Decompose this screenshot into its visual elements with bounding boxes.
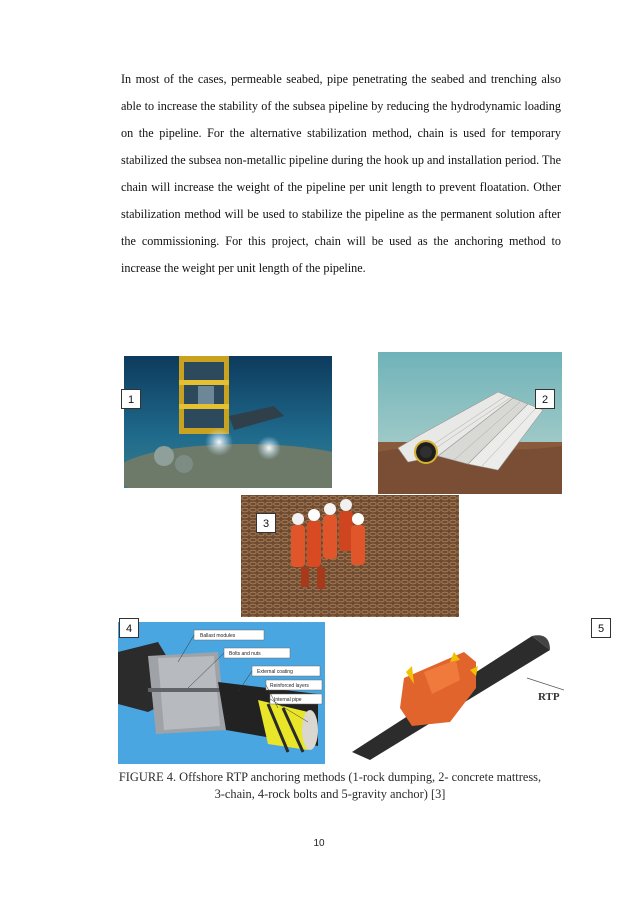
- diagram-gravity-anchor: [352, 622, 564, 760]
- figure-label-5: 5: [591, 618, 611, 638]
- figure-label-3: 3: [256, 513, 276, 533]
- callout-internal: Internal pipe: [274, 697, 302, 703]
- figure-label-4: 4: [119, 618, 139, 638]
- callout-coating: External coating: [257, 669, 293, 675]
- callout-ballast: Ballast modules: [200, 633, 236, 639]
- caption-line-1: FIGURE 4. Offshore RTP anchoring methods (1-rock dumping, 2- concrete mattress,: [118, 770, 542, 784]
- callout-reinforced: Reinforced layers: [270, 683, 309, 689]
- body-paragraph: In most of the cases, permeable seabed, pipe penetrating the seabed and trenching also able to increase the stability of the subsea pipeline by reducing the hydrodynamic loading on the pipeline. For the alternative stabilization method, chain is used for temporary stabilized the subsea non-metallic pipeline during the hook up and installation period. The chain will increase the weight of the pipeline per unit length to prevent floatation. Other stabilization method will be used to stabilize the pipeline as the permanent solution after the commissioning. For this project, chain will be used as the anchoring method to increase the weight per unit length of the pipeline.: [121, 72, 561, 275]
- caption-line-2: 3-chain, 4-rock bolts and 5-gravity anchor) [3]: [214, 787, 446, 801]
- figure-caption: [100, 769, 560, 803]
- diagram-rock-bolts: [118, 622, 325, 764]
- photo-rock-dumping: [124, 356, 332, 488]
- figure-label-1: 1: [121, 389, 141, 409]
- callout-bolts: Bolts and nuts: [229, 651, 261, 657]
- rtp-label: RTP: [538, 691, 560, 703]
- photo-concrete-mattress: [378, 352, 562, 494]
- page-number: 10: [313, 838, 325, 849]
- figure-label-2: 2: [535, 389, 555, 409]
